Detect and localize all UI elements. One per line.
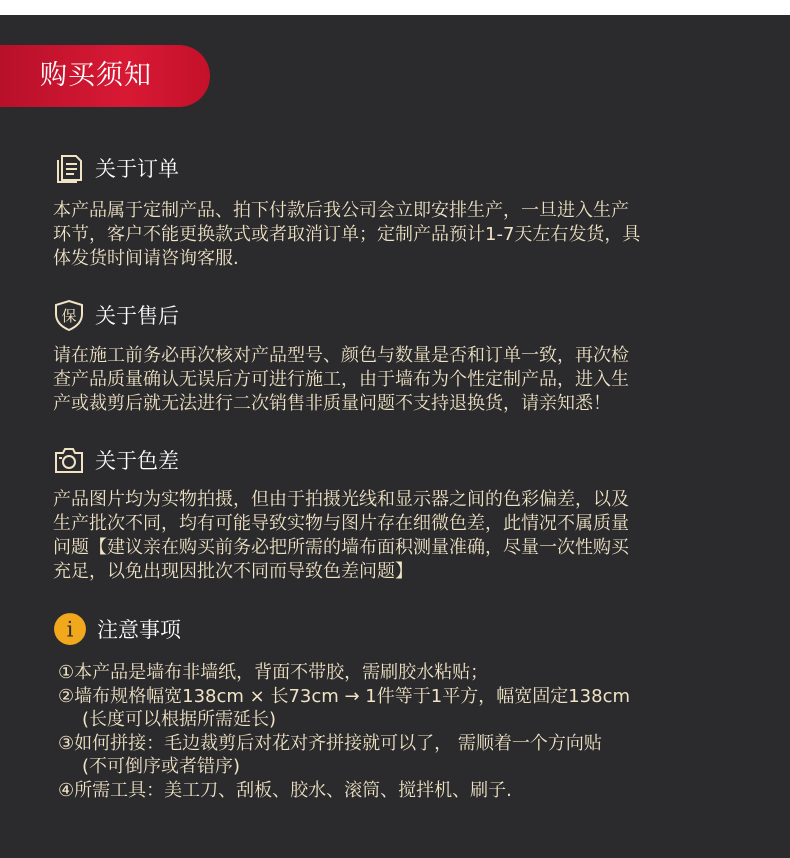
paragraph-line: 产或裁剪后就无法进行二次销售非质量问题不支持退换货，请亲知悉！ (53, 393, 611, 414)
list-item: ①本产品是墙布非墙纸，背面不带胶，需刷胶水粘贴； (58, 662, 489, 683)
paragraph-line: 请在施工前务必再次核对产品型号、颜色与数量是否和订单一致，再次检 (53, 345, 629, 366)
order-paragraph (53, 199, 765, 271)
paragraph-line: 问题【建议亲在购买前务必把所需的墙布面积测量准确，尽量一次性购买 (53, 537, 629, 558)
section-header-after-sales (53, 298, 179, 332)
notes-list (58, 661, 778, 802)
section-title-after-sales: 关于售后 (95, 304, 179, 328)
section-header-order (53, 151, 179, 185)
paragraph-line: 生产批次不同，均有可能导致实物与图片存在细微色差，此情况不属质量 (53, 513, 629, 534)
after-sales-paragraph (53, 344, 765, 416)
paragraph-line: 本产品属于定制产品、拍下付款后我公司会立即安排生产，一旦进入生产 (53, 200, 629, 221)
order-document-icon (53, 152, 85, 184)
svg-text:保: 保 (61, 307, 77, 325)
section-title-color-difference: 关于色差 (95, 449, 179, 473)
shield-guarantee-icon (53, 299, 85, 331)
paragraph-line: 产品图片均为实物拍摄，但由于拍摄光线和显示器之间的色彩偏差，以及 (53, 489, 629, 510)
section-title-notes: 注意事项 (97, 618, 181, 642)
list-item: ④所需工具：美工刀、刮板、胶水、滚筒、搅拌机、刷子. (58, 779, 512, 801)
section-title-order: 关于订单 (95, 157, 179, 181)
list-item: ③如何拼接：毛边裁剪后对花对齐拼接就可以了， 需顺着一个方向贴 (58, 732, 602, 754)
paragraph-line: 环节，客户不能更换款式或者取消订单；定制产品预计1-7天左右发货，具 (53, 224, 641, 245)
section-header-color-difference (53, 443, 179, 477)
paragraph-line: 查产品质量确认无误后方可进行施工，由于墙布为个性定制产品，进入生 (53, 369, 629, 390)
info-icon (53, 612, 87, 646)
camera-icon (53, 444, 85, 476)
purchase-notice-banner: 购买须知 (0, 45, 210, 107)
list-item-continuation: (不可倒序或者错序) (82, 756, 241, 777)
paragraph-line: 充足，以免出现因批次不同而导致色差问题】 (53, 561, 413, 582)
section-header-notes (53, 612, 181, 646)
color-difference-paragraph (53, 488, 765, 584)
svg-text:i: i (66, 617, 74, 643)
list-item: ②墙布规格幅宽138cm × 长73cm → 1件等于1平方，幅宽固定138cm (58, 685, 630, 707)
paragraph-line: 体发货时间请咨询客服. (53, 248, 239, 269)
list-item-continuation: (长度可以根据所需延长) (82, 709, 277, 730)
